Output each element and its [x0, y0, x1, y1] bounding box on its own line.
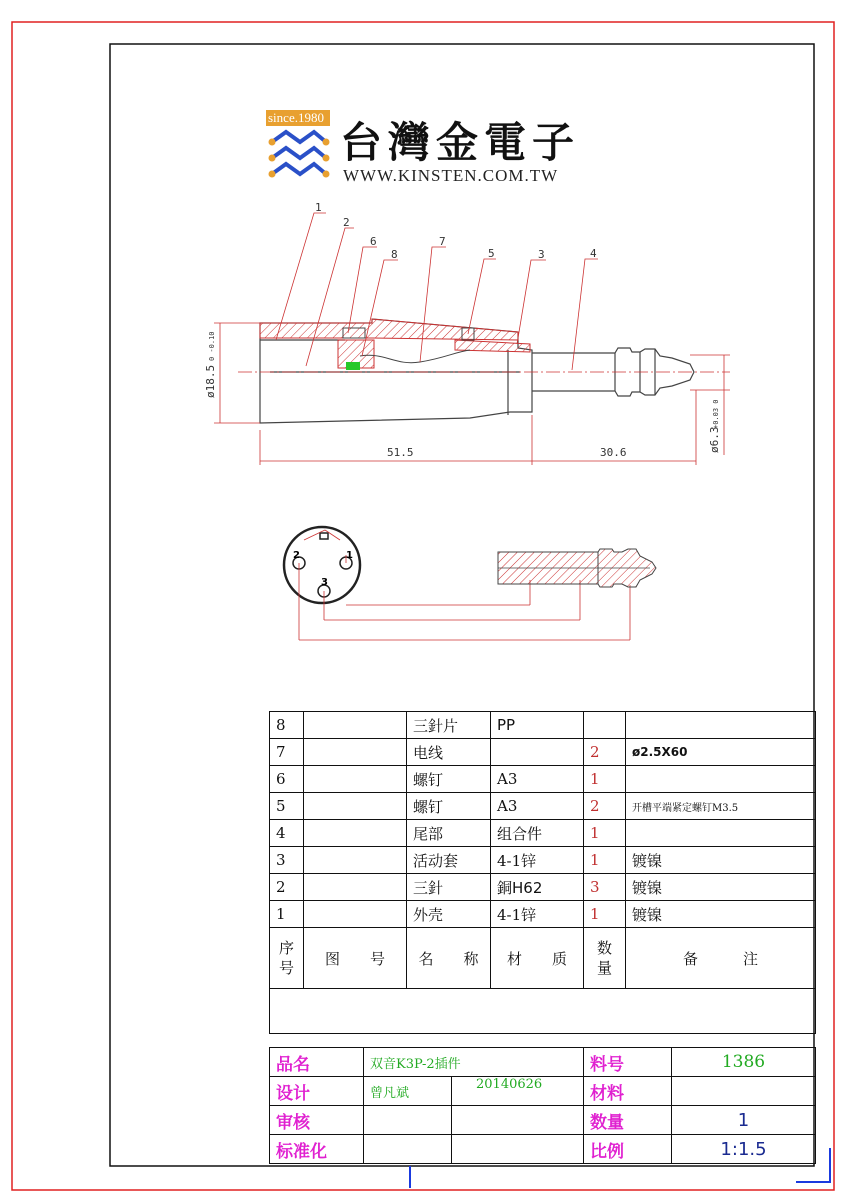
bom-drawing-no — [304, 847, 407, 874]
bom-row — [270, 739, 816, 766]
bom-note: 镀镍 — [626, 874, 816, 901]
callout-7: 7 — [439, 235, 446, 248]
bom-row — [270, 766, 816, 793]
bom-name: 电线 — [407, 739, 491, 766]
wiring-schematic — [284, 527, 656, 640]
dim-plug-diameter-tol: +0.03 0 — [712, 399, 720, 429]
quantity-value: 1 — [672, 1106, 816, 1135]
bom-spacer-row — [270, 989, 816, 1034]
bom-no: 6 — [270, 766, 304, 793]
callout-3: 3 — [538, 248, 545, 261]
bom-header-qty: 数 量 — [584, 928, 626, 989]
bom-drawing-no — [304, 820, 407, 847]
bom-qty: 1 — [584, 847, 626, 874]
bom-qty: 2 — [584, 739, 626, 766]
bom-material: 4-1锌 — [491, 847, 584, 874]
bom-material: 组合件 — [491, 820, 584, 847]
scale-label: 比例 — [584, 1135, 672, 1164]
bom-note — [626, 820, 816, 847]
callout-leaders — [276, 213, 598, 370]
review-label: 审核 — [270, 1106, 364, 1135]
bom-header-no: 序 号 — [270, 928, 304, 989]
material-value — [672, 1077, 816, 1106]
bom-name: 三針 — [407, 874, 491, 901]
dim-body-diameter: ø18.5 — [204, 364, 217, 398]
part-no-value: 1386 — [672, 1048, 816, 1077]
standard-label: 标准化 — [270, 1135, 364, 1164]
logo-since: since.1980 — [266, 110, 330, 126]
design-label: 设计 — [270, 1077, 364, 1106]
title-block — [269, 1047, 816, 1164]
bom-note: 镀镍 — [626, 901, 816, 928]
product-label: 品名 — [270, 1048, 364, 1077]
bom-no: 3 — [270, 847, 304, 874]
bom-table — [269, 711, 816, 1034]
bom-qty: 1 — [584, 901, 626, 928]
bom-header-note: 备 注 — [626, 928, 816, 989]
bom-header-name: 名 称 — [407, 928, 491, 989]
bom-row — [270, 901, 816, 928]
product-value: 双音K3P-2插件 — [364, 1048, 584, 1077]
bom-note — [626, 712, 816, 739]
callout-2: 2 — [343, 216, 350, 229]
bom-note: 开槽平端紧定螺钉M3.5 — [626, 793, 816, 820]
dim-plug-length: 30.6 — [600, 446, 627, 459]
bom-row — [270, 847, 816, 874]
bom-header-drawing-no: 图 号 — [304, 928, 407, 989]
design-date: 20140626 — [452, 1077, 584, 1106]
bom-header-material: 材 质 — [491, 928, 584, 989]
bom-qty: 1 — [584, 766, 626, 793]
part-no-label: 料号 — [584, 1048, 672, 1077]
bom-name: 尾部 — [407, 820, 491, 847]
bom-material: 銅H62 — [491, 874, 584, 901]
pin-label-2: 2 — [293, 550, 300, 561]
bom-note: ø2.5X60 — [626, 739, 816, 766]
callout-1: 1 — [315, 201, 322, 214]
pin-label-3: 3 — [321, 577, 328, 588]
bom-note: 镀镍 — [626, 847, 816, 874]
bom-material: A3 — [491, 766, 584, 793]
bom-note — [626, 766, 816, 793]
designer: 曾凡斌 — [364, 1077, 452, 1106]
bom-material: A3 — [491, 793, 584, 820]
callout-8: 8 — [391, 248, 398, 261]
bom-row — [270, 712, 816, 739]
quantity-label: 数量 — [584, 1106, 672, 1135]
material-label: 材料 — [584, 1077, 672, 1106]
dim-body-length: 51.5 — [387, 446, 414, 459]
bom-name: 三針片 — [407, 712, 491, 739]
callout-5: 5 — [488, 247, 495, 260]
bom-no: 7 — [270, 739, 304, 766]
bom-row — [270, 793, 816, 820]
bom-qty: 1 — [584, 820, 626, 847]
bom-no: 5 — [270, 793, 304, 820]
bom-name: 外壳 — [407, 901, 491, 928]
bom-row — [270, 820, 816, 847]
bom-header-row — [270, 928, 816, 989]
bom-drawing-no — [304, 766, 407, 793]
bom-drawing-no — [304, 901, 407, 928]
callout-6: 6 — [370, 235, 377, 248]
pin-label-1: 1 — [346, 550, 353, 561]
bom-name: 活动套 — [407, 847, 491, 874]
dim-plug-diameter: ø6.3 — [708, 426, 721, 453]
dim-body-diameter-tol: 0 -0.10 — [208, 331, 216, 361]
callout-4: 4 — [590, 247, 597, 260]
bom-name: 螺钉 — [407, 793, 491, 820]
company-url: WWW.KINSTEN.COM.TW — [343, 166, 559, 185]
bom-no: 8 — [270, 712, 304, 739]
bom-material — [491, 739, 584, 766]
bom-drawing-no — [304, 874, 407, 901]
bom-qty: 3 — [584, 874, 626, 901]
bom-material: PP — [491, 712, 584, 739]
bom-drawing-no — [304, 793, 407, 820]
company-name: 台灣金電子 — [340, 118, 581, 167]
bom-name: 螺钉 — [407, 766, 491, 793]
bom-no: 2 — [270, 874, 304, 901]
bom-no: 1 — [270, 901, 304, 928]
bom-no: 4 — [270, 820, 304, 847]
bom-drawing-no — [304, 712, 407, 739]
scale-value: 1:1.5 — [672, 1135, 816, 1164]
bom-row — [270, 874, 816, 901]
bom-material: 4-1锌 — [491, 901, 584, 928]
bom-qty — [584, 712, 626, 739]
hatched-sections — [260, 319, 530, 370]
bom-qty: 2 — [584, 793, 626, 820]
bom-drawing-no — [304, 739, 407, 766]
